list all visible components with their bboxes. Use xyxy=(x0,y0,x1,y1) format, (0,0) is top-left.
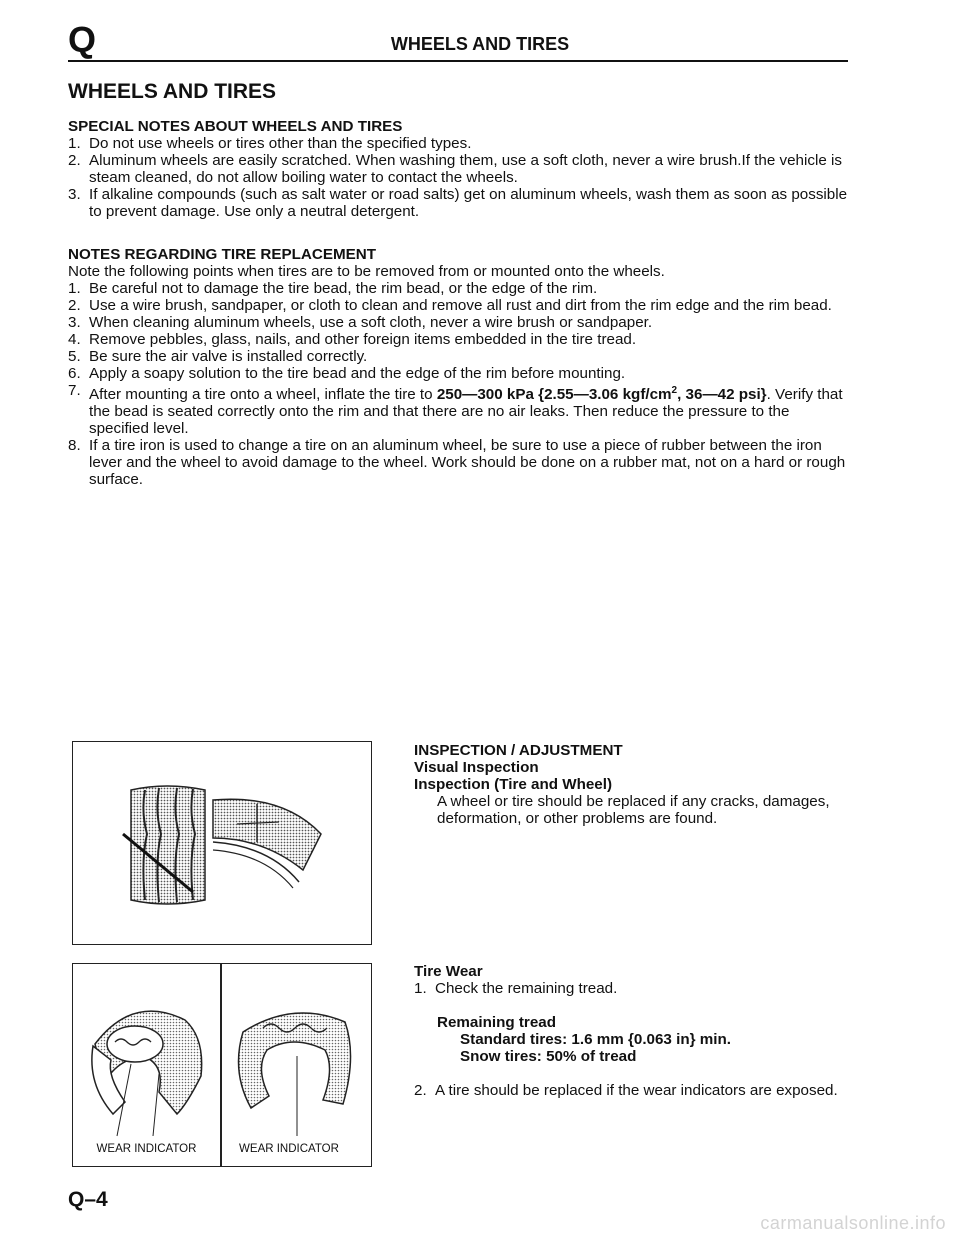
item-number: 3. xyxy=(68,186,81,203)
tire-wheel-inspection-heading: Inspection (Tire and Wheel) xyxy=(414,776,613,793)
tire-replacement-intro: Note the following points when tires are to be removed from or mounted onto the wheels. xyxy=(68,263,665,280)
spec-kpa: 250—300 kPa {2.55—3.06 kgf/cm xyxy=(436,386,672,404)
item-number: 3. xyxy=(68,314,81,331)
inspection-heading: INSPECTION / ADJUSTMENT xyxy=(414,742,623,759)
item-text: Do not use wheels or tires other than the specified types. xyxy=(89,135,472,152)
visual-inspection-heading: Visual Inspection xyxy=(414,759,539,776)
spec-psi: , 36—42 psi} xyxy=(677,386,767,404)
wear-indicator-caption-left: WEAR INDICATOR xyxy=(96,1143,197,1155)
item-text: Use a wire brush, sandpaper, or cloth to clean and remove all rust and dirt from the rim edge and the rim bead. xyxy=(89,297,832,314)
item-text: A tire should be replaced if the wear indicators are exposed. xyxy=(435,1082,838,1099)
item-number: 1. xyxy=(68,280,81,297)
special-notes-heading: SPECIAL NOTES ABOUT WHEELS AND TIRES xyxy=(68,118,403,135)
item-text: Remove pebbles, glass, nails, and other foreign items embedded in the tire tread. xyxy=(89,331,637,348)
item-text: Check the remaining tread. xyxy=(435,980,618,997)
item-text: Be careful not to damage the tire bead, the rim bead, or the edge of the rim. xyxy=(89,280,598,297)
list-item xyxy=(68,437,852,488)
standard-tire-spec: Standard tires: 1.6 mm {0.063 in} min. xyxy=(460,1031,731,1048)
list-item xyxy=(68,382,852,437)
item-number: 2. xyxy=(414,1082,427,1099)
item-number: 2. xyxy=(68,152,81,169)
list-item xyxy=(68,186,852,220)
list-item xyxy=(68,365,852,382)
tire-replacement-section xyxy=(68,246,852,488)
item-number: 7. xyxy=(68,382,81,399)
item-number: 1. xyxy=(68,135,81,152)
item-number: 8. xyxy=(68,437,81,455)
list-item xyxy=(68,331,852,348)
item-number: 1. xyxy=(414,980,427,997)
list-item xyxy=(68,314,852,331)
tire-wear-heading: Tire Wear xyxy=(414,963,483,980)
item-text: If alkaline compounds (such as salt water or road salts) get on aluminum wheels, wash them as soon as possible to prevent damage. Use only a neutral detergent. xyxy=(89,186,848,220)
tire-replacement-heading: NOTES REGARDING TIRE REPLACEMENT xyxy=(68,246,376,263)
inspection-text: A wheel or tire should be replaced if any cracks, damages, deformation, or other problems are found. xyxy=(437,793,830,827)
item-text: Be sure the air valve is installed correctly. xyxy=(89,348,368,365)
item-number: 4. xyxy=(68,331,81,348)
page-number: Q–4 xyxy=(68,1188,108,1211)
tire-tread-illustration xyxy=(73,742,371,944)
page-title: WHEELS AND TIRES xyxy=(68,80,277,103)
item-text-continued: . Verify that the bead is seated correctly onto the rim and that there are no air leaks. Then reduce the pressure to the specified level. xyxy=(89,386,843,438)
item-number: 5. xyxy=(68,348,81,365)
tire-wear-section xyxy=(414,963,852,1099)
section-letter: Q xyxy=(68,19,97,60)
item-number: 2. xyxy=(68,297,81,314)
inflation-pressure-spec xyxy=(437,386,767,403)
list-item xyxy=(68,280,852,297)
wear-indicator-caption-right: WEAR INDICATOR xyxy=(239,1143,339,1155)
item-text: Apply a soapy solution to the tire bead and the edge of the rim before mounting. xyxy=(89,365,626,382)
item-number: 6. xyxy=(68,365,81,382)
inspection-section xyxy=(414,742,852,827)
tire-inspection-figure xyxy=(72,741,372,945)
header-rule xyxy=(68,60,848,62)
list-item xyxy=(414,1082,852,1099)
item-text: After mounting a tire onto a wheel, inflate the tire to xyxy=(89,386,437,404)
list-item xyxy=(414,980,852,997)
list-item xyxy=(68,152,852,186)
list-item xyxy=(68,135,852,152)
spec-superscript: 2 xyxy=(671,385,678,396)
special-notes-section xyxy=(68,118,852,220)
list-item xyxy=(68,348,852,365)
remaining-tread-label: Remaining tread xyxy=(437,1014,556,1031)
watermark-text: carmanualsonline.info xyxy=(760,1213,946,1233)
item-text: If a tire iron is used to change a tire on an aluminum wheel, be sure to use a piece of rubber between the iron lever and the wheel to avoid damage to the wheel. Work should be done on a rubber mat, not on a hard or rough surface. xyxy=(89,437,846,489)
item-text: Aluminum wheels are easily scratched. When washing them, use a soft cloth, never a wire brush.If the vehicle is steam cleaned, do not allow boiling water to contact the wheels. xyxy=(89,152,842,186)
wear-indicator-figure xyxy=(72,963,372,1167)
snow-tire-spec: Snow tires: 50% of tread xyxy=(460,1048,637,1065)
item-text: When cleaning aluminum wheels, use a soft cloth, never a wire brush or sandpaper. xyxy=(89,314,653,331)
list-item xyxy=(68,297,852,314)
running-header-title: WHEELS AND TIRES xyxy=(390,34,570,54)
wear-indicator-illustration xyxy=(73,964,371,1166)
